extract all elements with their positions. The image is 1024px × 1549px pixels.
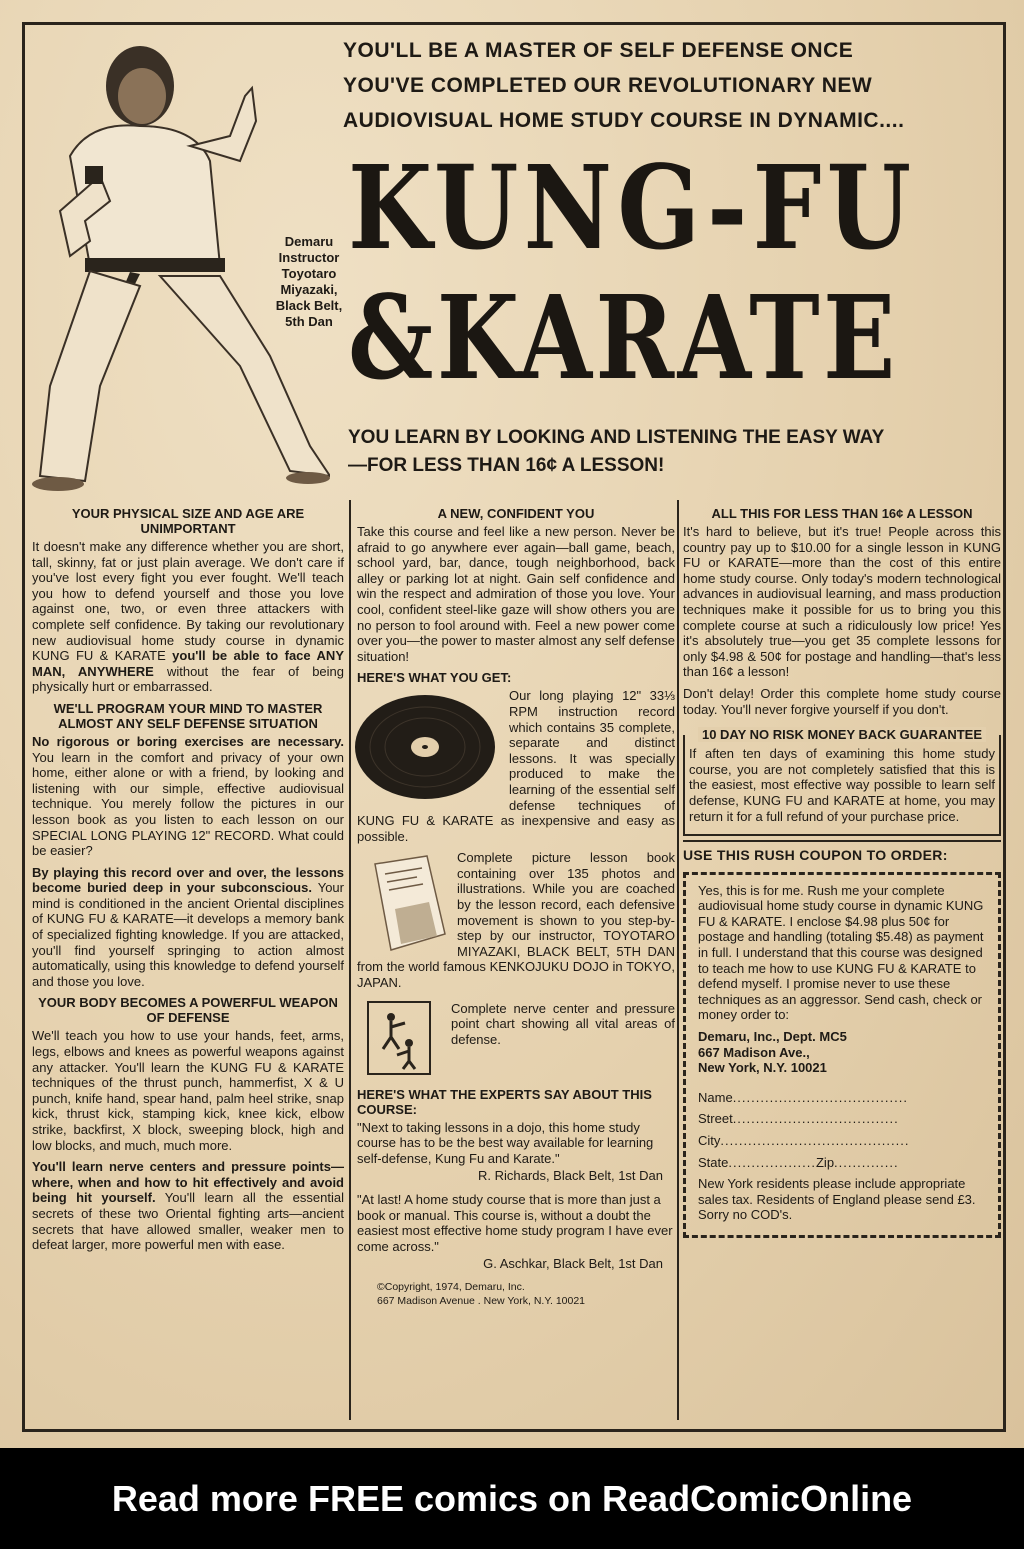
subheadline-line: —FOR LESS THAN 16¢ A LESSON! — [348, 455, 665, 476]
body-paragraph: It's hard to believe, but it's true! People across this country pay up to $10.00 for a single lesson in KUNG FU or KARATE—more than the cost of this entire home study course. Only today's modern technological advances in audiovisual learning, and mass production techniques make it possible for us to bring you this complete course at such a ridiculously low price! Yes it's absolutely true—you get 35 complete lessons for only $4.98 & 50¢ for postage and handling—that's less than 16¢ a lesson! — [683, 524, 1001, 680]
coupon-footer: New York residents please include appropriate sales tax. Residents of England please send £3. Sorry no COD's. — [698, 1176, 976, 1223]
text-run: You learn in the comfort and privacy of your own home, either alone or with a friend, by looking and listening with our simple, effective audiovisual technique. You merely follow the pictures in our lesson book as you listen to each lesson on our SPECIAL LONG PLAYING 12" RECORD. What could be easier? — [32, 749, 344, 859]
testimonial-author: G. Aschkar, Black Belt, 1st Dan — [483, 1256, 663, 1272]
coupon-text: Yes, this is for me. Rush me your complete audiovisual home study course in dynamic KUNG FU & KARATE. I enclose $4.98 plus 50¢ for postage and handling (totaling $5.48) as payment in full. I understand that this course was designed to teach me how to use KUNG FU & KARATE to defend myself. I promise never to use these techniques as an aggressor. Send cash, check or money order to: — [698, 882, 984, 1023]
column-divider — [349, 500, 351, 1420]
column-left — [32, 500, 344, 1259]
section-heading: ALL THIS FOR LESS THAN 16¢ A LESSON — [711, 506, 973, 521]
column-divider — [677, 500, 679, 1420]
headline — [343, 33, 983, 138]
mailing-address — [698, 1029, 990, 1076]
body-paragraph: Our long playing 12" 33⅓ RPM instruction record which contains 35 complete, separate and distinct lessons. It was specially produced to make the learning of the essential self defense techniques of KUNG FU & KARATE as inexpensive and easy as possible. — [357, 688, 675, 844]
vinyl-record-icon — [353, 692, 503, 802]
name-field[interactable]: Name...................................... — [698, 1089, 908, 1105]
guarantee-title-text: 10 DAY NO RISK MONEY BACK GUARANTEE — [698, 727, 986, 742]
address-line: New York, N.Y. 10021 — [698, 1060, 827, 1076]
address-line: Demaru, Inc., Dept. MC5 — [698, 1029, 847, 1045]
subheadline-line: YOU LEARN BY LOOKING AND LISTENING THE EASY WAY — [348, 427, 885, 448]
state-label: State — [698, 1154, 729, 1170]
section-heading: YOUR BODY BECOMES A POWERFUL WEAPON OF DEFENSE — [38, 995, 338, 1026]
body-paragraph: Complete picture lesson book containing over 135 photos and illustrations. While you are coached by the lesson record, each defensive movement is shown to you step-by-step by our instructor, TOYOTARO MIYAZAKI, BLACK BELT, 5TH DAN from the world famous KENKOJUKU DOJO in TOKYO, JAPAN. — [357, 850, 675, 991]
body-paragraph: We'll teach you how to use your hands, feet, arms, legs, elbows and knees as powerful weapons against any attacker. You'll learn the KUNG FU & KARATE techniques of the thrust punch, hammerfist, X & U punch, knife hand, spear hand, palm heel strike, snap kick, thrust kick, stamping kick, knee kick, elbow strike, backfirst, X block, sweeping block, high and low blocks, and much, much more. — [32, 1028, 344, 1153]
title-karate: &KARATE — [348, 270, 899, 406]
text-run-bold: No rigorous or boring exercises are necessary. — [32, 733, 344, 749]
pressure-chart-icon — [367, 1001, 431, 1075]
caption-line: Black Belt, — [275, 298, 343, 313]
title-kung-fu: KUNG-FU — [348, 140, 917, 276]
testimonial-quote: "At last! A home study course that is more than just a book or manual. This course is, without a doubt the easiest most effective home study program I have ever come across." — [357, 1192, 673, 1254]
body-paragraph: Don't delay! Order this complete home study course today. You'll never forgive yourself if you don't. — [683, 685, 1001, 717]
column-middle — [357, 500, 675, 1308]
text-run: Your mind is conditioned in the ancient Oriental disciplines of KUNG FU & KARATE—it develops a memory bank of specialized fighting knowledge. If you are attacked, you'll find yourself springing to action almost automatically, using this knowledge to defend yourself and those you love. — [32, 880, 344, 989]
name-label: Name — [698, 1089, 733, 1105]
caption-line: Demaru Instructor — [278, 234, 340, 265]
text-run: You'll learn all the essential secrets of these two Oriental fighting arts—ancient secrets that have allowed smaller, weaker men to defeat larger, more powerful men with ease. — [32, 1190, 344, 1253]
testimonial-quote: "Next to taking lessons in a dojo, this home study course has to be the best way available for learning self-defense, Kung Fu and Karate." — [357, 1119, 654, 1166]
zip-label: Zip — [815, 1154, 835, 1170]
section-heading: YOUR PHYSICAL SIZE AND AGE ARE UNIMPORTANT — [71, 506, 305, 536]
body-paragraph: Complete nerve center and pressure point chart showing all vital areas of defense. — [451, 1000, 675, 1047]
lesson-book-icon — [367, 854, 449, 954]
caption-line: 5th Dan — [285, 314, 333, 329]
text-run-bold: By playing this record over and over, the lessons become buried deep in your subconscious. — [32, 864, 344, 896]
text-run-bold: You'll learn nerve centers and pressure points—where, when and how to hit effectively and avoid being hit yourself. — [32, 1159, 344, 1206]
subheadline — [348, 424, 1008, 480]
rush-coupon-heading: USE THIS RUSH COUPON TO ORDER: — [683, 840, 1001, 864]
text-run: It doesn't make any difference whether you are short, tall, skinny, fat or just plain average. We don't care if you've lost every fight you ever fought. We'll teach you how to defend yourself and those you love against one, two, or even three attackers with complete self confidence. By taking our revolutionary new audiovisual home study course in dynamic KUNG FU & KARATE — [32, 539, 344, 664]
body-paragraph — [32, 1159, 344, 1253]
street-label: Street — [698, 1111, 733, 1127]
section-heading: A NEW, CONFIDENT YOU — [437, 506, 595, 521]
headline-line: YOU'LL BE A MASTER OF SELF DEFENSE ONCE — [343, 39, 854, 62]
caption-line: Toyotaro Miyazaki, — [280, 266, 338, 297]
body-paragraph: Take this course and feel like a new person. Never be afraid to go anywhere ever again—ball game, beach, school yard, bar, dance, tough neighborhood, back alley or parking lot at night. Gain self confidence and win the respect and admiration of those you love. Your cool, confident steel-like gaze will show others you are no person to fool around with. Feel a new power come over you—the power to master almost any self defense situation! — [357, 524, 675, 664]
guarantee-title — [689, 727, 995, 742]
city-field[interactable]: City......................................... — [698, 1133, 910, 1148]
body-paragraph — [32, 539, 344, 695]
copyright-line: ©Copyright, 1974, Demaru, Inc. — [377, 1280, 525, 1293]
headline-line: YOU'VE COMPLETED OUR REVOLUTIONARY NEW — [343, 74, 873, 97]
section-heading: HERE'S WHAT YOU GET: — [357, 670, 512, 686]
guarantee-text: If aften ten days of examining this home study course, you are not completely satisfied that this is the easiest, most effective way possible to learn self defense, KUNG FU and KARATE at home, you may return it for a full refund of your purchase price. — [689, 746, 995, 824]
testimonial-author: R. Richards, Black Belt, 1st Dan — [478, 1168, 663, 1184]
state-zip-field[interactable]: State...................Zip.............. — [698, 1154, 899, 1170]
order-coupon[interactable] — [683, 872, 1001, 1238]
column-right — [683, 500, 1001, 1238]
promo-banner[interactable]: Read more FREE comics on ReadComicOnline — [0, 1448, 1024, 1549]
text-run-bold: you'll be able to face ANY MAN, ANYWHERE — [32, 648, 344, 679]
street-field[interactable]: Street.................................... — [698, 1111, 899, 1127]
section-heading: HERE'S WHAT THE EXPERTS SAY ABOUT THIS COURSE: — [357, 1086, 652, 1117]
city-label: City — [698, 1133, 721, 1148]
section-heading: WE'LL PROGRAM YOUR MIND TO MASTER ALMOST ANY SELF DEFENSE SITUATION — [53, 700, 323, 731]
text-run: without the fear of being physically hurt or embarrassed. — [32, 663, 345, 695]
copyright-address: 667 Madison Avenue . New York, N.Y. 10021 — [377, 1294, 586, 1307]
address-line: 667 Madison Ave., — [698, 1044, 810, 1060]
body-paragraph — [32, 734, 344, 859]
copyright-notice — [357, 1280, 675, 1308]
headline-line: AUDIOVISUAL HOME STUDY COURSE IN DYNAMIC.... — [343, 109, 905, 132]
guarantee-box — [683, 727, 1001, 836]
body-paragraph — [32, 865, 344, 990]
